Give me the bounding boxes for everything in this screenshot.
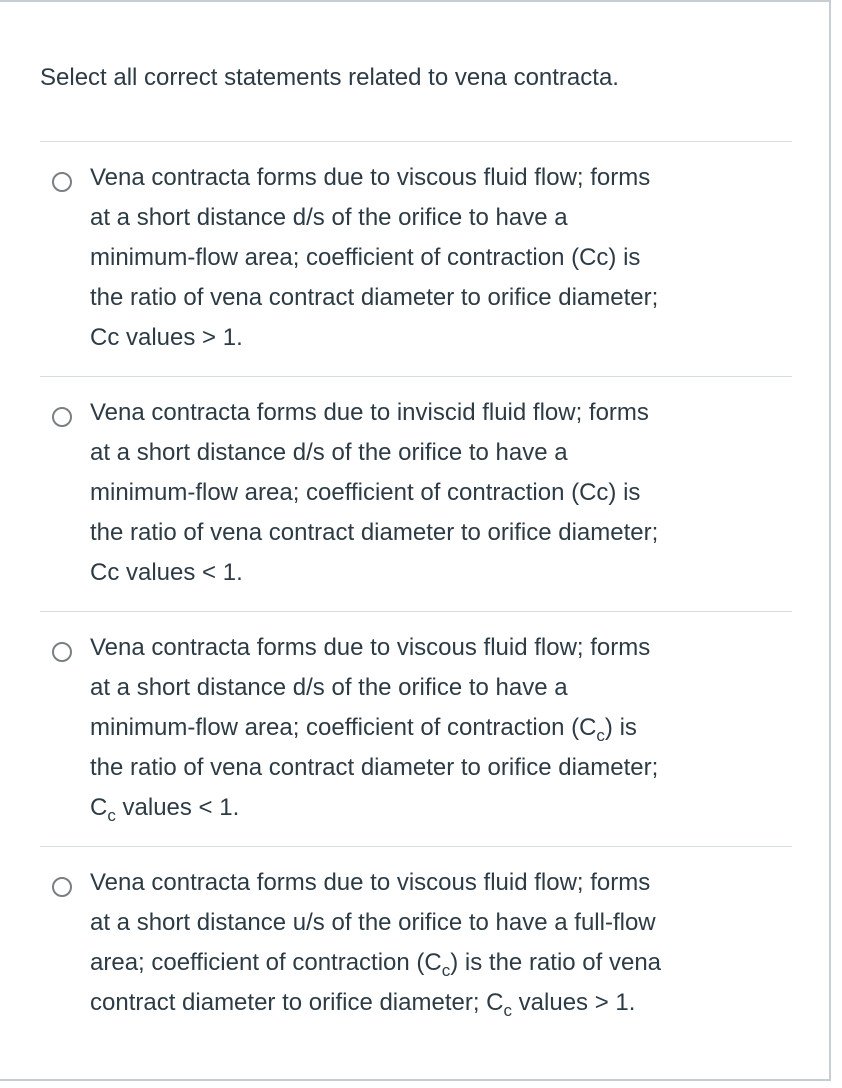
answer-text-1 (90, 158, 780, 358)
answer-text-part: ) is the ratio of vena contract diameter to orifice diameter; C (90, 949, 662, 1016)
radio-button-2[interactable] (52, 407, 72, 427)
answer-line: at a short distance d/s of the orifice to have a (90, 204, 568, 231)
answer-text-part: ) is the ratio of vena contract diameter to orifice diameter; C (90, 714, 659, 821)
subscript: c (503, 1001, 512, 1020)
answer-line: the ratio of vena contract diameter to orifice diameter; (90, 284, 659, 311)
answer-line: at a short distance d/s of the orifice to have a (90, 439, 568, 466)
answer-line: minimum-flow area; coefficient of contraction (Cc) is (90, 244, 641, 271)
subscript: c (441, 961, 451, 980)
answer-line: Vena contracta forms due to viscous fluid flow; forms (90, 164, 651, 191)
answer-option-3[interactable] (40, 611, 792, 846)
answer-line: Cc values < 1. (90, 559, 243, 586)
answer-text-2 (90, 393, 780, 593)
question-text: Select all correct statements related to vena contracta. (40, 64, 619, 91)
answer-line: Cc values > 1. (90, 324, 243, 351)
radio-button-4[interactable] (52, 877, 72, 897)
answer-text-part: values > 1. (512, 989, 636, 1016)
answer-text-part: values < 1. (115, 794, 240, 821)
answer-option-1[interactable] (40, 141, 792, 376)
answer-text-part: Vena contracta forms due to viscous fluid flow; forms at a short distance u/s of the orifice to have a full-flow area; coefficient of contraction (C (90, 869, 656, 976)
answer-line: minimum-flow area; coefficient of contraction (Cc) is (90, 479, 641, 506)
answer-option-2[interactable] (40, 376, 792, 611)
subscript: c (107, 806, 116, 825)
answer-text-3 (90, 628, 780, 828)
answer-text-4 (90, 863, 780, 1023)
answer-text-part: Vena contracta forms due to viscous fluid flow; forms at a short distance d/s of the orifice to have a minimum-flow area; coefficient of contraction (C (90, 634, 651, 741)
answer-line: Vena contracta forms due to inviscid fluid flow; forms (90, 399, 649, 426)
answer-list (40, 141, 792, 1081)
subscript: c (596, 726, 605, 745)
radio-button-1[interactable] (52, 172, 72, 192)
answer-option-4[interactable] (40, 846, 792, 1081)
answer-line: the ratio of vena contract diameter to orifice diameter; (90, 519, 659, 546)
radio-button-3[interactable] (52, 642, 72, 662)
